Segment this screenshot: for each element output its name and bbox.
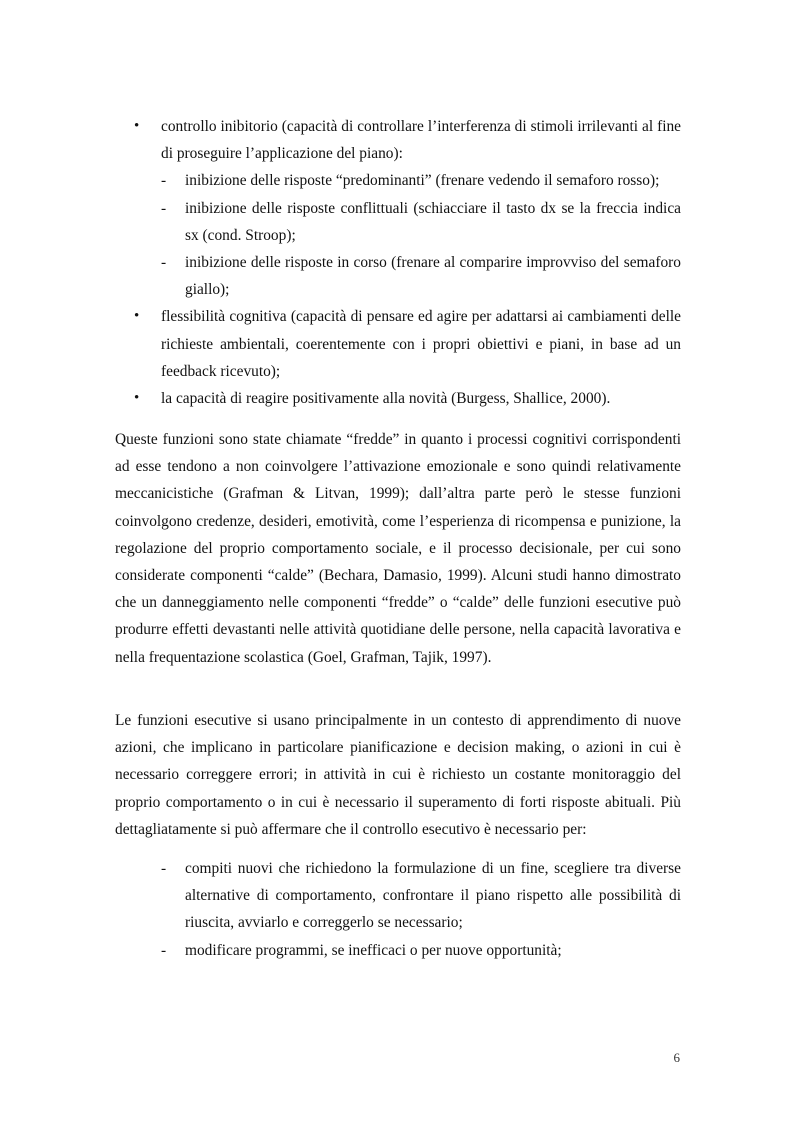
dash-marker: - [161,199,167,217]
bullet-marker: • [134,118,140,134]
bullet-marker: • [134,308,140,325]
bullet-item-cognitive-flexibility [115,303,681,385]
sub-item-text: inibizione delle risposte conflittuali (schiacciare il tasto dx se la freccia indica sx (cond. Stroop); [185,199,681,244]
dash-marker: - [161,254,167,272]
dash-marker: - [161,860,167,877]
dash-item [115,855,681,937]
paragraph-cold-hot-functions [115,426,681,671]
paragraph-text: Queste funzioni sono state chiamate “fredde” in quanto i processi cognitivi corrispondenti ad esse tendono a non coinvolgere l’attivazione emozionale e sono quindi relativamente meccanicistiche (Grafman & Litvan, 1999); dall’altra parte però le stesse funzioni coinvolgono credenze, desideri, emotività, come l’esperienza di ricompensa e punizione, la regolazione del proprio comportamento sociale, e il processo decisionale, per cui sono considerate componenti “calde” (Bechara, Damasio, 1999). Alcuni studi hanno dimostrato che un danneggiamento nelle componenti “fredde” o “calde” delle funzioni esecutive può produrre effetti devastanti nelle attività quotidiane delle persone, nella capacità lavorativa e nella frequentazione scolastica (Goel, Grafman, Tajik, 1997). [115,431,681,666]
dash-item-text: modificare programmi, se inefficaci o per nuove opportunità; [185,941,562,959]
sub-item-text: inibizione delle risposte “predominanti” (frenare vedendo il semaforo rosso); [185,172,660,190]
dash-item [115,937,681,964]
paragraph-text: Le funzioni esecutive si usano principalmente in un contesto di apprendimento di nuove azioni, che implicano in particolare pianificazione e decision making, o azioni in cui è necessario correggere errori; in attività in cui è richiesto un costante monitoraggio del proprio comportamento o in cui è necessario il superamento di forti risposte abituali. Più dettagliatamente si può affermare che il controllo esecutivo è necessario per: [115,712,681,838]
sub-item-text: inibizione delle risposte in corso (frenare al comparire improvviso del semaforo giallo); [185,254,681,299]
dash-marker: - [161,941,167,959]
bullet-text: la capacità di reagire positivamente alla novità (Burgess, Shallice, 2000). [161,390,611,408]
dash-item-text: compiti nuovi che richiedono la formulazione di un fine, scegliere tra diverse alternative di comportamento, confrontare il piano rispetto alle possibilità di riuscita, avviarlo e correggerlo se necessario; [185,860,681,932]
bullet-item-inhibitory-control [115,113,681,167]
sub-item [115,195,681,249]
dash-marker: - [161,172,167,190]
bullet-text: flessibilità cognitiva (capacità di pensare ed agire per adattarsi ai cambiamenti delle richieste ambientali, coerentemente con i propri obiettivi e piani, in base ad un feedback ricevuto); [161,308,681,380]
bullet-text: controllo inibitorio (capacità di controllare l’interferenza di stimoli irrilevanti al fine di proseguire l’applicazione del piano): [161,118,681,163]
bullet-list [115,113,681,412]
bullet-marker: • [134,390,140,407]
sub-item [115,249,681,303]
page-number: 6 [673,1050,680,1065]
dash-list [115,855,681,964]
sub-item [115,167,681,194]
bullet-item-novelty [115,385,681,412]
paragraph-executive-use [115,707,681,843]
